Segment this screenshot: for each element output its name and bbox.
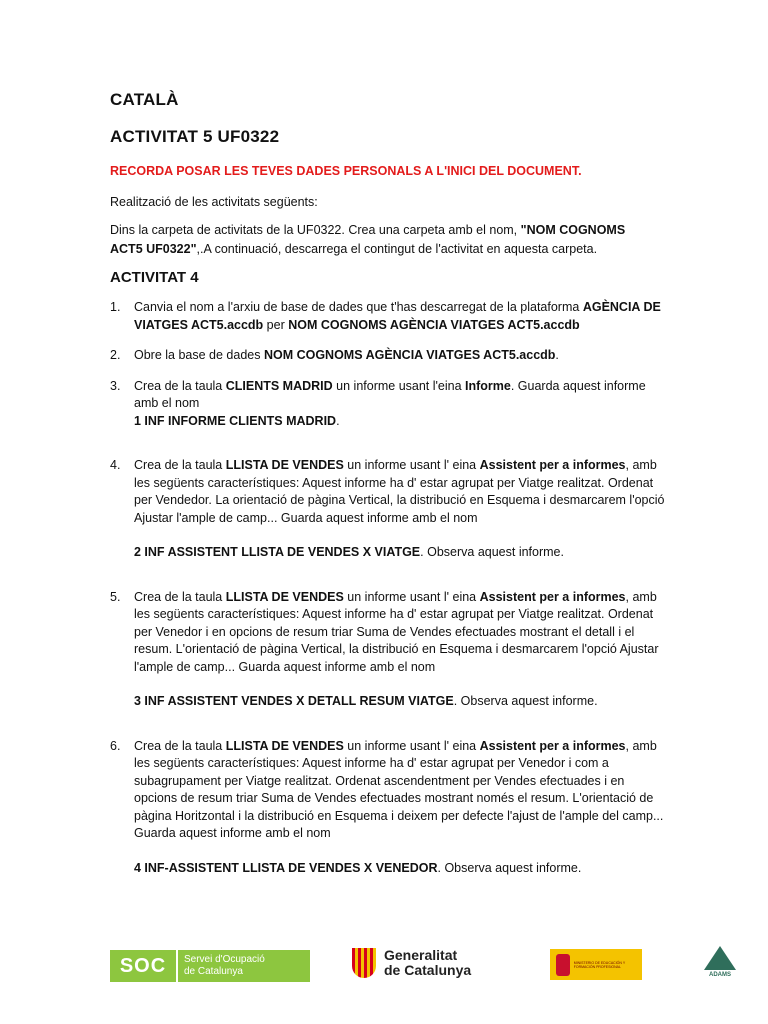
ministerio-name: MINISTERIO DE EDUCACIÓN Y FORMACIÓN PROFESIONAL	[573, 960, 626, 969]
item-number: 1.	[110, 300, 121, 314]
item-bold: CLIENTS MADRID	[225, 378, 333, 393]
report-name: 2 INF ASSISTENT LLISTA DE VENDES X VIATGE	[134, 545, 421, 559]
item-text: un informe usant l' eina	[343, 458, 480, 472]
list-item	[110, 347, 670, 365]
adams-triangle-icon	[704, 946, 736, 970]
item-text: un informe usant l' eina	[343, 738, 480, 753]
soc-name	[176, 950, 310, 982]
list-item	[110, 457, 670, 562]
item-text: .	[555, 348, 559, 362]
report-name-line	[134, 860, 670, 878]
item-bold: NOM COGNOMS AGÈNCIA VIATGES ACT5.accdb	[263, 348, 556, 362]
item-text: Crea de la taula	[134, 378, 226, 393]
item-text: Crea de la taula	[134, 738, 226, 753]
senyera-shield-icon	[352, 948, 376, 978]
item-text: , amb les següents característiques: Aquest informe ha d' estar agrupat per Viatge realitzat. Ordenat per Venedor i en opcions de resum triar Suma de Vendes efectuades mostrant el detall i el resum. L'orientació de pàgina Vertical, la distribució en Esquema i desmarcarem l'opció Ajustar l'ample de camp... Guarda aquest informe amb el nom	[134, 589, 659, 674]
folder-instructions	[110, 221, 650, 259]
item-text: per	[263, 317, 289, 332]
item-bold: NOM COGNOMS AGÈNCIA VIATGES ACT5.accdb	[288, 317, 580, 332]
report-name-suffix: . Observa aquest informe.	[453, 694, 598, 708]
item-bold: Assistent per a informes	[479, 589, 626, 604]
generalitat-name-line: de Catalunya	[384, 962, 472, 978]
activity-title: ACTIVITAT 5 UF0322	[110, 127, 280, 146]
section-title: ACTIVITAT 4	[110, 269, 199, 286]
intro-text: Realització de les activitats següents:	[110, 195, 318, 209]
report-name-line	[134, 693, 670, 711]
report-name-suffix: . Observa aquest informe.	[437, 860, 582, 875]
report-name-line	[134, 413, 670, 431]
item-text: , amb les següents característiques: Aquest informe ha d' estar agrupat per Viatge realitzat. Ordenat per Vendedor. La orientació de pàgina Vertical, la distribució en Esquema i desmarcarem l'opció Ajustar l'ample de camp... Guarda aquest informe amb el nom	[134, 458, 665, 525]
item-bold: Informe	[465, 378, 511, 393]
adams-logo	[702, 946, 738, 986]
generalitat-name-line: Generalitat	[384, 947, 458, 963]
item-text: Crea de la taula	[134, 458, 226, 472]
soc-name-line: Servei d'Ocupació	[184, 954, 265, 965]
report-name: 3 INF ASSISTENT VENDES X DETALL RESUM VIATGE	[134, 694, 454, 708]
item-text: Canvia el nom a l'arxiu de base de dades que t'has descarregat de la plataforma	[134, 300, 583, 314]
report-name-line	[134, 544, 670, 562]
report-name-suffix: .	[336, 413, 340, 428]
spain-crest-icon	[556, 954, 570, 976]
soc-mark: SOC	[110, 950, 176, 982]
instructions-text-2: ,.A continuació, descarrega el contingut de l'activitat en aquesta carpeta.	[196, 242, 598, 256]
item-number: 5.	[110, 589, 121, 604]
report-name: 1 INF INFORME CLIENTS MADRID	[134, 413, 337, 428]
item-number: 4.	[110, 458, 121, 472]
item-text: Crea de la taula	[134, 589, 226, 604]
report-name: 4 INF-ASSISTENT LLISTA DE VENDES X VENEDOR	[134, 860, 438, 875]
generalitat-logo	[352, 948, 471, 978]
item-text: un informe usant l' eina	[343, 589, 480, 604]
item-number: 3.	[110, 378, 121, 393]
item-bold: Assistent per a informes	[479, 458, 626, 472]
adams-name: ADAMS	[709, 972, 731, 978]
item-text: . Guarda aquest informe amb el nom	[134, 378, 646, 410]
item-number: 6.	[110, 738, 121, 753]
report-name-suffix: . Observa aquest informe.	[420, 545, 564, 559]
logo-footer	[0, 940, 768, 1000]
item-bold: LLISTA DE VENDES	[225, 458, 344, 472]
item-bold: LLISTA DE VENDES	[225, 589, 344, 604]
item-text: , amb les següents característiques: Aquest informe ha d' estar agrupat per Venedor i com a subagrupament per Viatge realitzat. Ordenat ascendentment per Vendes efectuades i en opcions de resum triar Suma de Vendes efectuades mostrant només el resum. L'orientació de pàgina Horitzontal i la distribució en Esquema i deixem per defecte l'ajust de l'ample del camp... Guarda aquest informe amb el nom	[134, 738, 664, 840]
item-bold: AGÈNCIA DE VIATGES ACT5.accdb	[134, 300, 661, 332]
instructions-folder-name: "NOM COGNOMS ACT5 UF0322"	[110, 223, 626, 256]
soc-logo	[110, 950, 310, 982]
list-item	[110, 378, 670, 431]
list-item	[110, 738, 670, 878]
generalitat-name	[384, 948, 471, 978]
list-item	[110, 589, 670, 711]
item-bold: Assistent per a informes	[479, 738, 626, 753]
item-bold: LLISTA DE VENDES	[225, 738, 344, 753]
subject-heading: CATALÀ	[110, 90, 179, 109]
item-number: 2.	[110, 348, 121, 362]
soc-name-line: de Catalunya	[184, 966, 243, 977]
item-text: Obre la base de dades	[134, 348, 264, 362]
ministerio-logo	[550, 949, 642, 980]
item-text: un informe usant l'eina	[332, 378, 466, 393]
instructions-text-1: Dins la carpeta de activitats de la UF0322. Crea una carpeta amb el nom,	[110, 223, 521, 237]
list-item	[110, 299, 670, 334]
personal-data-warning: RECORDA POSAR LES TEVES DADES PERSONALS A L'INICI DEL DOCUMENT.	[110, 164, 582, 178]
activity-list	[110, 299, 670, 877]
